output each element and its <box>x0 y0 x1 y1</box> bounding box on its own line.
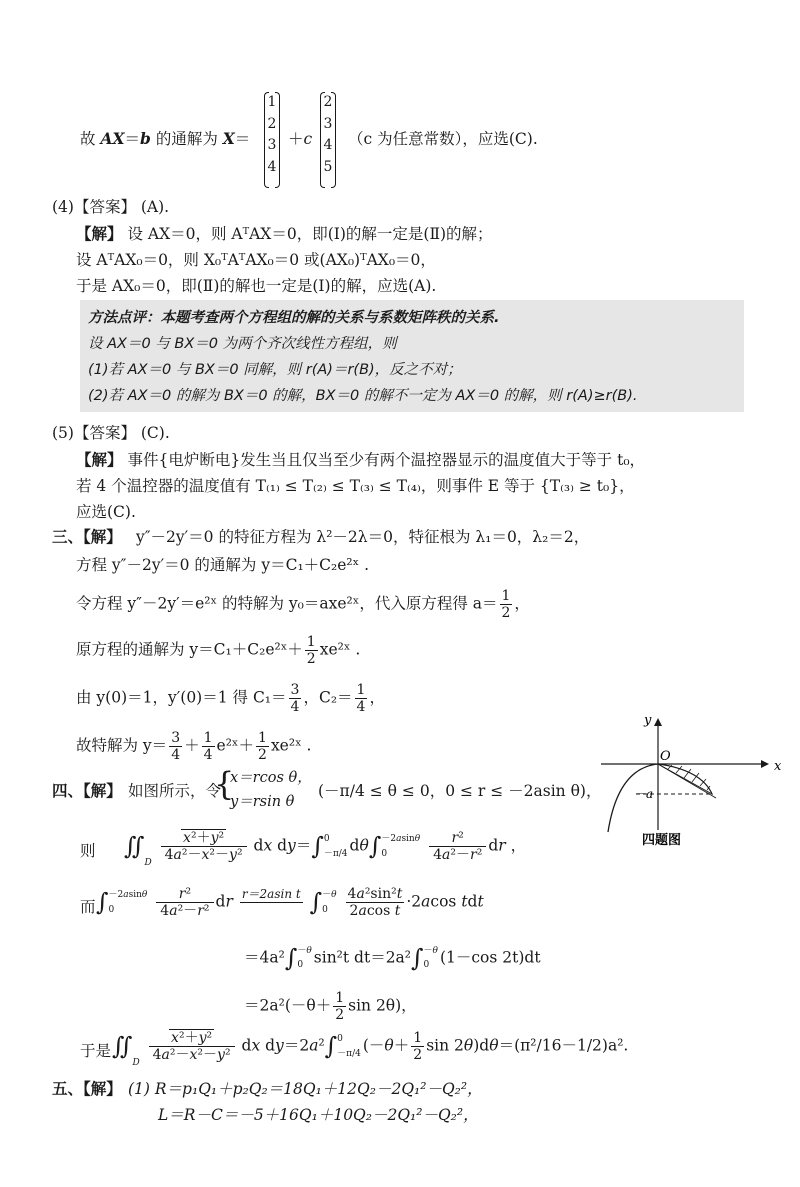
q4-line-3: 于是 AX₀＝0，即(Ⅱ)的解也一定是(Ⅰ)的解，应选(A). <box>76 277 437 295</box>
q4-line-2: 设 AᵀAX₀＝0，则 X₀ᵀAᵀAX₀＝0 或(AX₀)ᵀAX₀＝0， <box>76 251 436 269</box>
method-line-1: 设 AX＝0 与 BX＝0 为两个齐次线性方程组，则 <box>88 336 397 352</box>
y-axis-arrow-icon <box>654 718 662 726</box>
method-title: 方法点评：本题考查两个方程组的解的关系与系数矩阵秩的关系. <box>88 310 500 326</box>
fraction: $\frac{3}{4}$ <box>171 730 181 764</box>
part4-er: 而 <box>80 898 96 916</box>
vector-homogeneous: 2 3 4 5 <box>320 92 336 188</box>
plus-c: ＋c <box>288 130 313 148</box>
ray <box>658 764 716 798</box>
q5-line-3: 应选(C). <box>76 503 136 521</box>
fraction: $\frac{1}{4}$ <box>203 730 213 764</box>
fraction: $\frac{1}{2}$ <box>258 730 267 764</box>
eq-step-a: ＝4a²∫－θ 0 sin²t dt＝2a²∫－θ 0 (1－cos 2t)dt <box>244 944 541 972</box>
part4-yushi: 于是 <box>80 1042 112 1060</box>
eq-step-b: ＝2a²(－θ＋ $\frac{1}{2}$ sin 2θ)， <box>244 990 417 1024</box>
part3-line-1: y″－2y′＝0 的特征方程为 λ²－2λ＝0，特征根为 λ₁＝0，λ₂＝2， <box>136 528 590 546</box>
fraction: $\frac{3}{4}$ <box>290 682 300 716</box>
double-integral-eq: ∬D $\frac{\text{x²＋y²}}{\text{4a²－x²－y²}}$ dx dy＝∫0 －π/4 dθ∫－2asinθ 0 $\frac{\text{r²}}{\text{4a²－r²}}$ dr ， <box>124 830 527 868</box>
figure-caption: 四题图 <box>642 833 682 848</box>
q5-answer: (5)【答案】 (C). <box>52 424 170 442</box>
part3-line-5: 由 y(0)＝1，y′(0)＝1 得 C₁＝ $\frac{3}{4}$ ，C₂＝ $\frac{1}{4}$ ， <box>76 682 385 716</box>
fig-x-label: x <box>774 759 782 774</box>
polar-eq-1: x＝rcos θ， <box>230 770 312 786</box>
polar-eq-2: y＝rsin θ <box>230 794 295 810</box>
part5-line-1: (1) R＝p₁Q₁＋p₂Q₂＝18Q₁＋12Q₂－2Q₁²－Q₂²， <box>128 1080 483 1098</box>
method-line-2: (1)若 AX＝0 与 BX＝0 同解，则 r(A)＝r(B)，反之不对； <box>88 362 462 378</box>
method-comment-box <box>80 300 744 412</box>
part3-line-4: 原方程的通解为 y＝C₁＋C₂e²ˣ＋ $\frac{1}{2}$ xe²ˣ . <box>76 634 361 668</box>
x-axis-arrow-icon <box>761 760 769 768</box>
text-tongjie: 的通解为 <box>155 130 218 148</box>
fraction: $\frac{1}{2}$ <box>501 588 511 622</box>
final-eq: ∬D $\frac{\text{x²＋y²}}{\text{4a²－x²－y²}}$ dx dy＝2a²∫0 －π/4 (－θ＋ $\frac{1}{2}$ sin 2θ)dθ＝(π²/16－1/2)a². <box>112 1030 629 1068</box>
polar-system: { <box>214 765 235 803</box>
part3-line-3: 令方程 y″－2y′＝e²ˣ 的特解为 y₀＝axe²ˣ，代入原方程得 a＝ $\frac{1}{2}$ ， <box>76 588 530 622</box>
part4-intro: 如图所示，令 <box>128 782 222 800</box>
method-line-3: (2)若 AX＝0 的解为 BX＝0 的解，BX＝0 的解不一定为 AX＝0 的解，则 r(A)≥r(B). <box>88 388 638 404</box>
text-gu: 故 <box>80 130 96 148</box>
q5-line-2: 若 4 个温控器的温度值有 T₍₁₎ ≤ T₍₂₎ ≤ T₍₃₎ ≤ T₍₄₎，则事件 E 等于 {T₍₃₎ ≥ t₀}， <box>76 477 635 495</box>
part3-heading: 三、【解】 <box>52 527 122 546</box>
part5-line-2: L＝R－C＝－5＋16Q₁＋10Q₂－2Q₁²－Q₂²， <box>158 1106 479 1124</box>
q4-answer: (4)【答案】 (A). <box>52 198 170 216</box>
part3-line-2: 方程 y″－2y′＝0 的通解为 y＝C₁＋C₂e²ˣ . <box>76 556 370 574</box>
q4-line-1: 【解】 设 AX＝0，则 AᵀAX＝0，即(Ⅰ)的解一定是(Ⅱ)的解； <box>76 224 493 243</box>
part4-ze: 则 <box>80 842 96 860</box>
part5-heading: 五、【解】 <box>52 1079 122 1098</box>
final-result: (π²/16－1/2)a². <box>514 1036 629 1055</box>
fig-origin-label: O <box>660 749 671 764</box>
part4-heading: 四、【解】 <box>52 781 122 800</box>
vector-particular: 1 2 3 4 <box>264 92 280 188</box>
general-solution-tail: （c 为任意常数），应选(C). <box>348 130 538 148</box>
fig-y-label: y <box>644 713 652 728</box>
q5-line-1: 【解】 事件{电炉断电}发生当且仅当至少有两个温控器显示的温度值大于等于 t₀， <box>76 450 646 469</box>
polar-range: (－π/4 ≤ θ ≤ 0，0 ≤ r ≤ －2asin θ)， <box>318 782 602 800</box>
figure-four <box>596 712 786 852</box>
general-solution-line: 故 AX＝b 的通解为 X＝ <box>80 129 251 148</box>
part3-line-6: 故特解为 y＝ $\frac{3}{4}$ ＋ $\frac{1}{4}$ e²ˣ＋ $\frac{1}{2}$ xe²ˣ . <box>76 730 312 764</box>
fig-a-label: －a <box>634 787 654 801</box>
fraction: $\frac{1}{2}$ <box>306 634 316 668</box>
substitution-eq: ∫－2asinθ 0 $\frac{\text{r²}}{\text{4a²－r²}}$ dr r＝2asin t ∫－θ 0 $\frac{\text{4a²sin²t}}{\text{2acos t}}$ ·2acos tdt <box>96 886 484 920</box>
fraction: $\frac{1}{4}$ <box>356 682 366 716</box>
